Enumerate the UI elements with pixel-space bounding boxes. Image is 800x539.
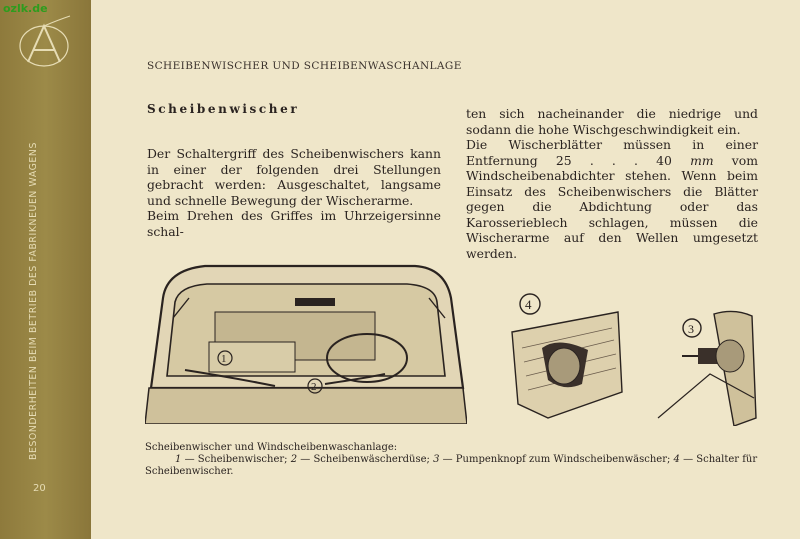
text-span: Die Wischerblätter müssen in einer Entfernung [466,137,758,168]
text-span: vom Windscheibenabdichter stehen. Wenn beim Einsatz des Scheibenwischers die Blätter gegen die Abdichtung oder das Karosserieblech schlagen, müssen die Wischerarme auf den Wellen umgesetzt werden. [466,152,758,261]
watermark: ozlk.de [3,2,48,15]
paragraph: Beim Drehen des Griffes im Uhrzeigersinne schal- [147,208,441,239]
right-text-column [466,106,758,261]
paragraph: Der Schaltergriff des Scheibenwischers kann in einer der folgenden drei Stellungen gebracht werden: Ausgeschaltet, langsame und schnelle Bewegung der Wischerarme. [147,146,441,208]
label-pump-knob: 3 [688,322,694,336]
wiper-switch-drawing [508,292,626,426]
caption-title: Scheibenwischer und Windscheibenwaschanlage: [145,442,398,453]
paragraph [466,137,758,261]
paragraph: ten sich nacheinander die niedrige und sodann die hohe Wischgeschwindigkeit ein. [466,106,758,137]
label-nozzle: 2 [311,381,317,393]
distance-range: 25 . . . 40 [555,152,672,168]
caption-line-2: Scheibenwischer. [145,466,234,477]
sidebar-vertical-title: BESONDERHEITEN BEIM BETRIEB DES FABRIKNEUEN WAGENS [28,142,39,460]
caption-legend: 1 — Scheibenwischer; 2 — Scheibenwäscherdüse; 3 — Pumpenknopf zum Windscheibenwäscher; 4 — Schalter für [175,454,758,465]
left-text-column [147,146,441,239]
label-wiper: 1 [221,353,227,365]
figure-caption [145,442,759,478]
manufacturer-logo-icon [14,14,74,74]
sidebar-band [0,0,91,539]
washer-pump-knob-drawing [654,308,766,426]
section-title: Scheibenwischer [147,102,300,116]
page-number: 20 [33,483,46,494]
label-switch: 4 [525,297,532,312]
unit-mm: mm [690,152,714,168]
car-windshield-drawing [145,258,467,424]
page-header: SCHEIBENWISCHER UND SCHEIBENWASCHANLAGE [147,60,462,72]
